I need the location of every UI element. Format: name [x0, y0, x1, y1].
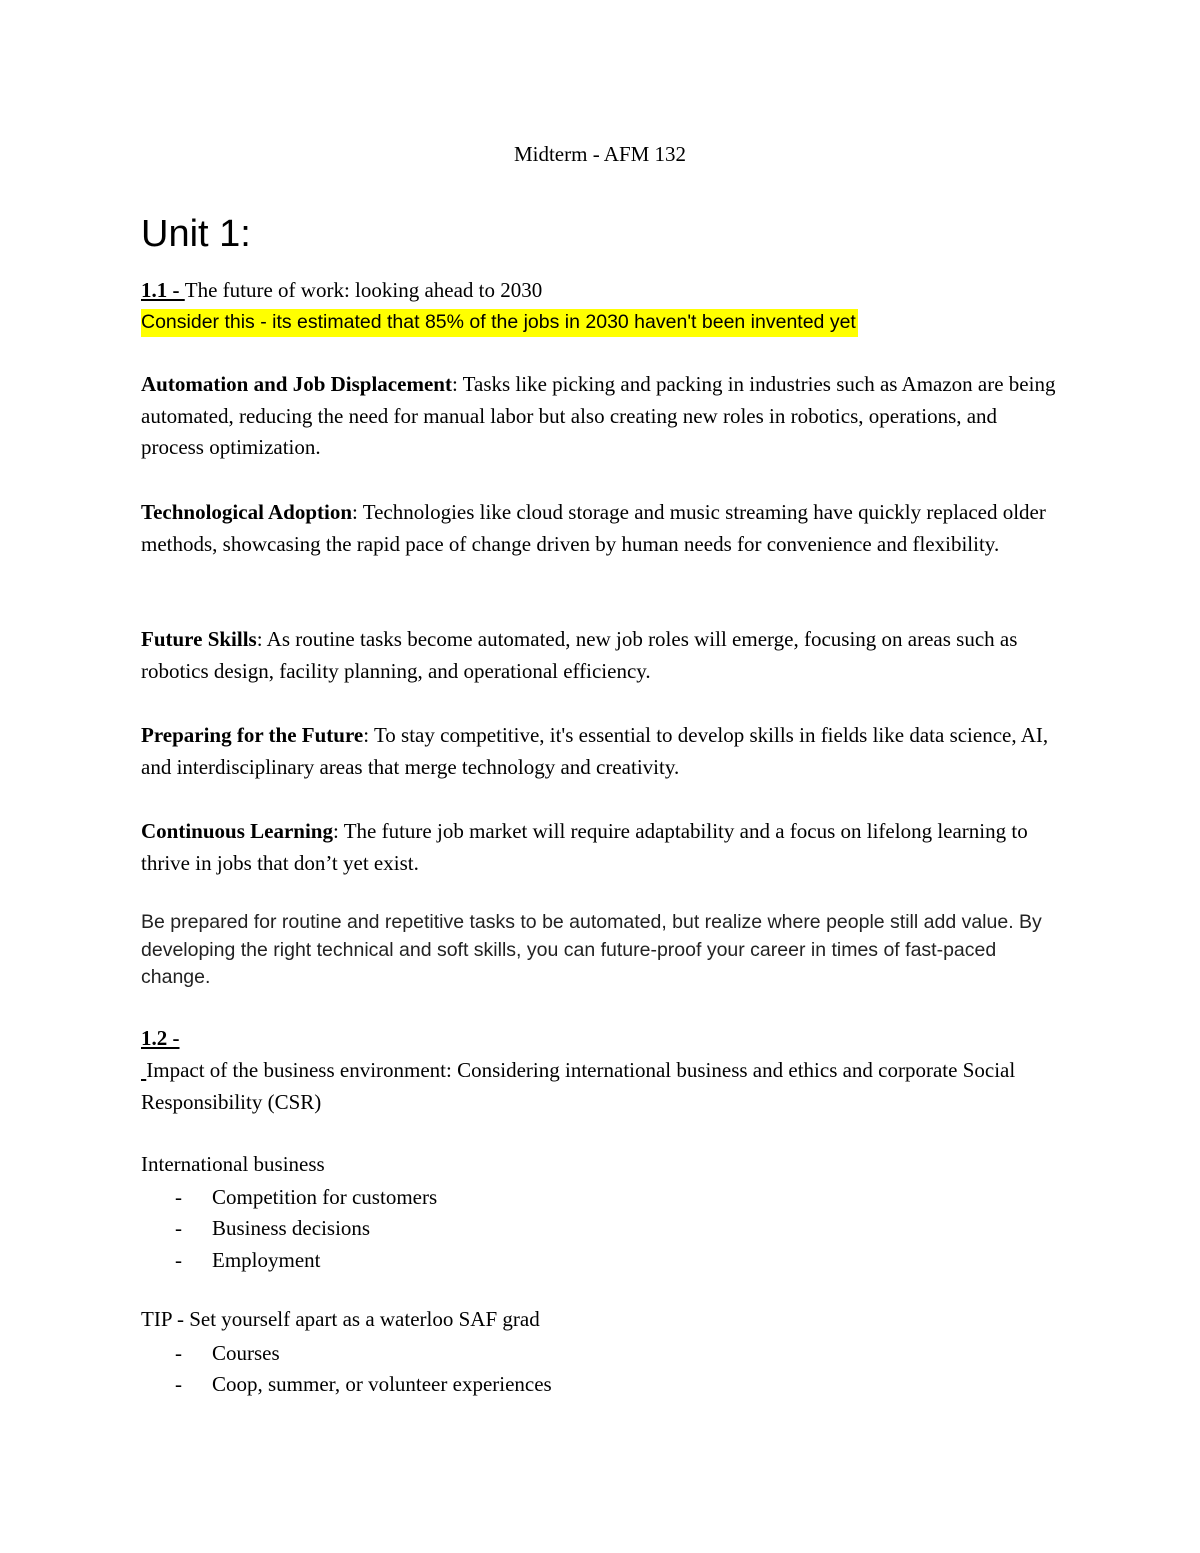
- section-title: The future of work: looking ahead to 2030: [184, 278, 543, 302]
- paragraph-text: : Tasks like picking and packing in industries such as Amazon are being automated, reducing the need for manual labor but also creating new roles in robotics, operations, and process optimization.: [141, 372, 1056, 459]
- paragraph-term: Preparing for the Future: [141, 723, 364, 747]
- section-1-1-heading: [141, 278, 542, 303]
- paragraph-text: : Technologies like cloud storage and music streaming have quickly replaced older methods, showcasing the rapid pace of change driven by human needs for convenience and flexibility.: [141, 500, 1046, 556]
- paragraph-term: Automation and Job Displacement: [141, 372, 452, 396]
- paragraph-term: Continuous Learning: [141, 819, 333, 843]
- paragraph-preparing: [141, 720, 1061, 783]
- unit-heading: Unit 1:: [141, 213, 251, 255]
- list-item: - Employment: [175, 1247, 321, 1272]
- summary-paragraph: Be prepared for routine and repetitive tasks to be automated, but realize where people still add value. By developing the right technical and soft skills, you can future-proof your career in times of fast-paced change.: [141, 911, 1042, 988]
- section-1-2-title: Impact of the business environment: Considering international business and ethics and corporate Social Responsibility (CSR): [141, 1058, 1016, 1114]
- international-business-list: [141, 1182, 437, 1276]
- list-heading-international-business: International business: [141, 1152, 325, 1176]
- paragraph-text: : The future job market will require adaptability and a focus on lifelong learning to thrive in jobs that don’t yet exist.: [141, 819, 1028, 875]
- paragraph-text: : As routine tasks become automated, new job roles will emerge, focusing on areas such as robotics design, facility planning, and operational efficiency.: [141, 627, 1018, 683]
- list-item: - Business decisions: [175, 1216, 371, 1241]
- paragraph-automation: [141, 369, 1061, 464]
- paragraph-term: Technological Adoption: [141, 500, 353, 524]
- highlighted-note: Consider this - its estimated that 85% of the jobs in 2030 haven't been invented yet: [141, 309, 858, 337]
- paragraph-text: : To stay competitive, it's essential to develop skills in fields like data science, AI, and interdisciplinary areas that merge technology and creativity.: [141, 723, 1049, 779]
- paragraph-tech-adoption: [141, 497, 1061, 560]
- list-item: - Competition for customers: [175, 1185, 438, 1209]
- section-1-2-number: 1.2 -: [141, 1026, 180, 1050]
- paragraph-term: Future Skills: [141, 627, 257, 651]
- list-item: - Coop, summer, or volunteer experiences: [175, 1372, 552, 1397]
- paragraph-future-skills: [141, 624, 1061, 687]
- list-heading-tip: TIP - Set yourself apart as a waterloo SAF grad: [141, 1307, 540, 1331]
- list-item: - Courses: [175, 1341, 280, 1365]
- section-number: 1.1 -: [141, 278, 185, 302]
- tip-list: [141, 1338, 552, 1401]
- document-title: Midterm - AFM 132: [513, 142, 687, 166]
- paragraph-continuous-learning: [141, 816, 1061, 879]
